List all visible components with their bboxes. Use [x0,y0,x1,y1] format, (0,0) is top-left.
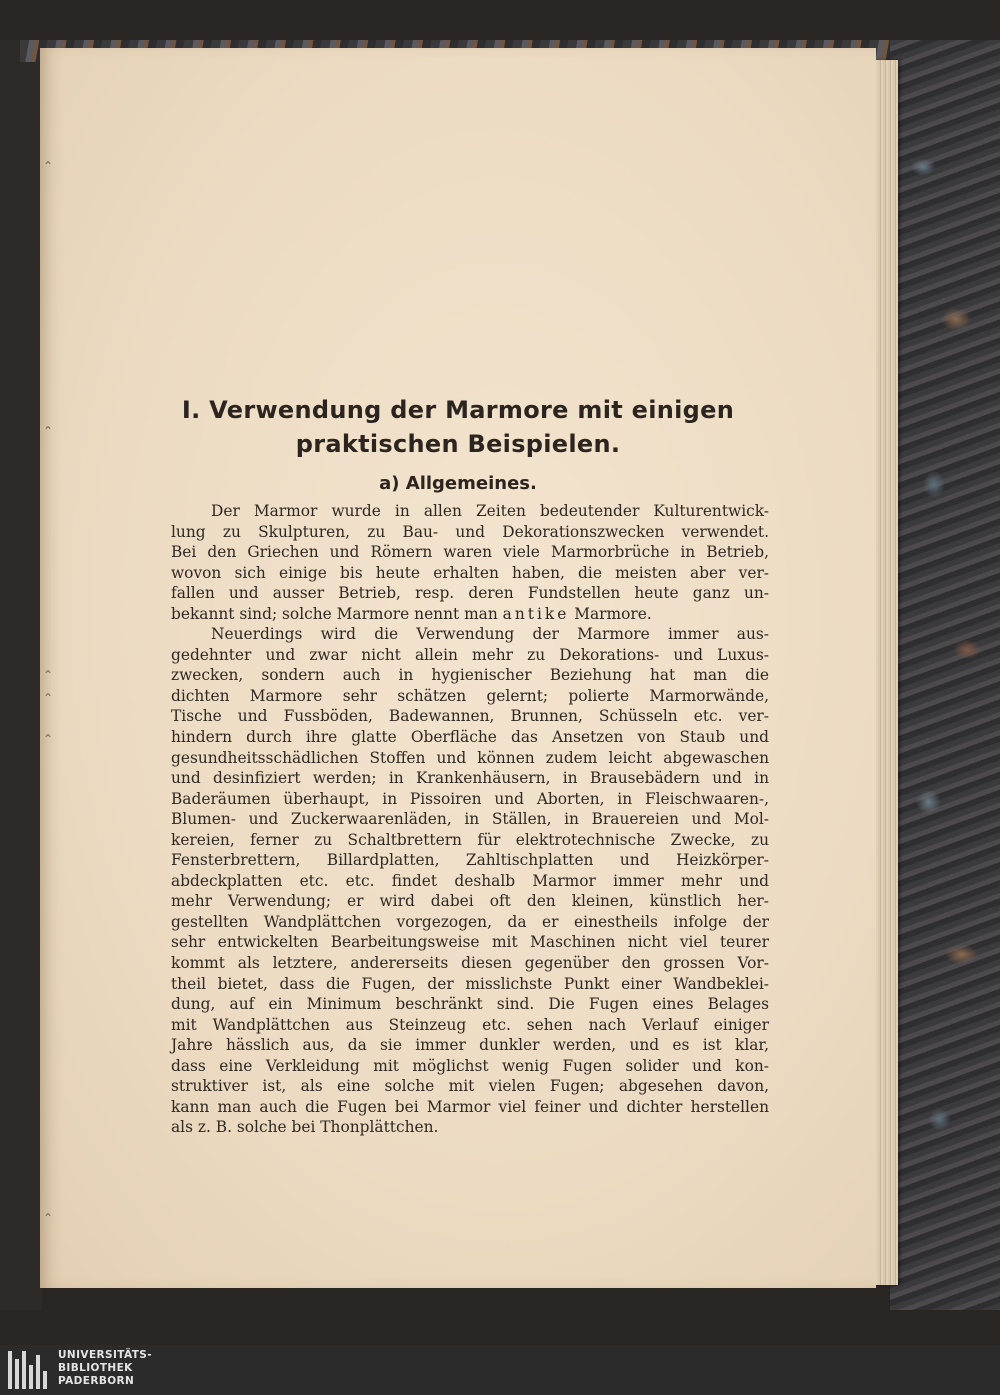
book-cover-left [0,40,42,1310]
text-fragment: bekannt sind; solche Marmore nennt man [171,604,498,623]
text-line: gestellten Wandplättchen vorgezogen, da er einestheils infolge der [171,912,769,931]
binding-stitch: ⌃ [43,424,54,438]
library-name-line: UNIVERSITÄTS- [58,1349,153,1361]
text-line: lung zu Skulpturen, zu Bau- und Dekorationszwecken verwendet. [171,522,769,541]
text-line: kommt als letztere, andererseits diesen gegenüber den grossen Vor- [171,954,769,973]
chapter-title-line: praktischen Beispielen. [295,430,621,458]
text-line [171,604,769,625]
binding-stitch: ⌃ [43,691,54,705]
text-line: zwecken, sondern auch in hygienischer Beziehung hat man die [171,666,769,685]
binding-stitch: ⌃ [43,732,54,746]
text-line: abdeckplatten etc. etc. findet deshalb Marmor immer mehr und [171,871,769,890]
text-line: sehr entwickelten Bearbeitungsweise mit Maschinen nicht viel teurer [171,933,769,952]
text-line: dass eine Verkleidung mit möglichst wenig Fugen solider und kon- [171,1056,769,1075]
library-name-line: PADERBORN [58,1375,135,1387]
text-line: Baderäumen überhaupt, in Pissoiren und Aborten, in Fleischwaaren-, [171,789,769,808]
text-line: fallen und ausser Betrieb, resp. deren Fundstellen heute ganz un- [171,584,769,603]
text-line: mit Wandplättchen aus Steinzeug etc. sehen nach Verlauf einiger [171,1015,769,1034]
text-line: wovon sich einige bis heute erhalten haben, die meisten aber ver- [171,563,769,582]
text-line: dung, auf ein Minimum beschränkt sind. Die Fugen eines Belages [171,995,769,1014]
library-footer [0,1345,1000,1395]
text-line: Tische und Fussböden, Badewannen, Brunnen, Schüsseln etc. ver- [171,707,769,726]
library-name-line: BIBLIOTHEK [58,1362,133,1374]
book-page [40,48,876,1288]
text-line: Fensterbrettern, Billardplatten, Zahltischplatten und Heizkörper- [171,851,769,870]
body-text [171,501,769,1138]
text-line: gedehnter und zwar nicht allein mehr zu Dekorations- und Luxus- [171,645,769,664]
binding-stitch: ⌃ [43,159,54,173]
text-line: als z. B. solche bei Thonplättchen. [171,1118,439,1137]
text-line: Jahre hässlich aus, da sie immer dunkler werden, und es ist klar, [171,1036,769,1055]
binding-stitch: ⌃ [43,668,54,682]
marbled-cover-board [890,40,1000,1310]
text-line: theil bietet, dass die Fugen, der misslichste Punkt einer Wandbeklei- [171,974,769,993]
text-line: hindern durch ihre glatte Oberfläche das Ansetzen von Staub und [171,728,769,747]
text-line: Der Marmor wurde in allen Zeiten bedeutender Kulturentwick- [211,502,769,520]
section-heading: a) Allgemeines. [379,473,537,494]
chapter-title-line: I. Verwendung der Marmore mit einigen [181,396,735,424]
text-fragment: Marmore. [574,604,652,623]
text-line: dichten Marmore sehr schätzen gelernt; polierte Marmorwände, [171,686,769,705]
binding-stitch: ⌃ [43,1211,54,1225]
text-line: und desinfiziert werden; in Krankenhäusern, in Brausebädern und in [171,769,769,788]
library-logo-icon [8,1351,48,1389]
text-line: kann man auch die Fugen bei Marmor viel feiner und dichter herstellen [171,1097,769,1116]
text-line: struktiver ist, als eine solche mit vielen Fugen; abgesehen davon, [171,1077,769,1096]
emphasized-word: antike [502,604,570,623]
text-line: mehr Verwendung; er wird dabei oft den kleinen, künstlich her- [171,892,769,911]
chapter-title [40,393,876,461]
library-name [58,1349,152,1388]
text-line: Blumen- und Zuckerwaarenläden, in Ställen, in Brauereien und Mol- [171,810,769,829]
text-line: gesundheitsschädlichen Stoffen und können zudem leicht abgewaschen [171,748,769,767]
text-line: kereien, ferner zu Schaltbrettern für elektrotechnische Zwecke, zu [171,830,769,849]
text-line: Bei den Griechen und Römern waren viele Marmorbrüche in Betrieb, [171,543,769,562]
text-line: Neuerdings wird die Verwendung der Marmore immer aus- [211,625,769,644]
